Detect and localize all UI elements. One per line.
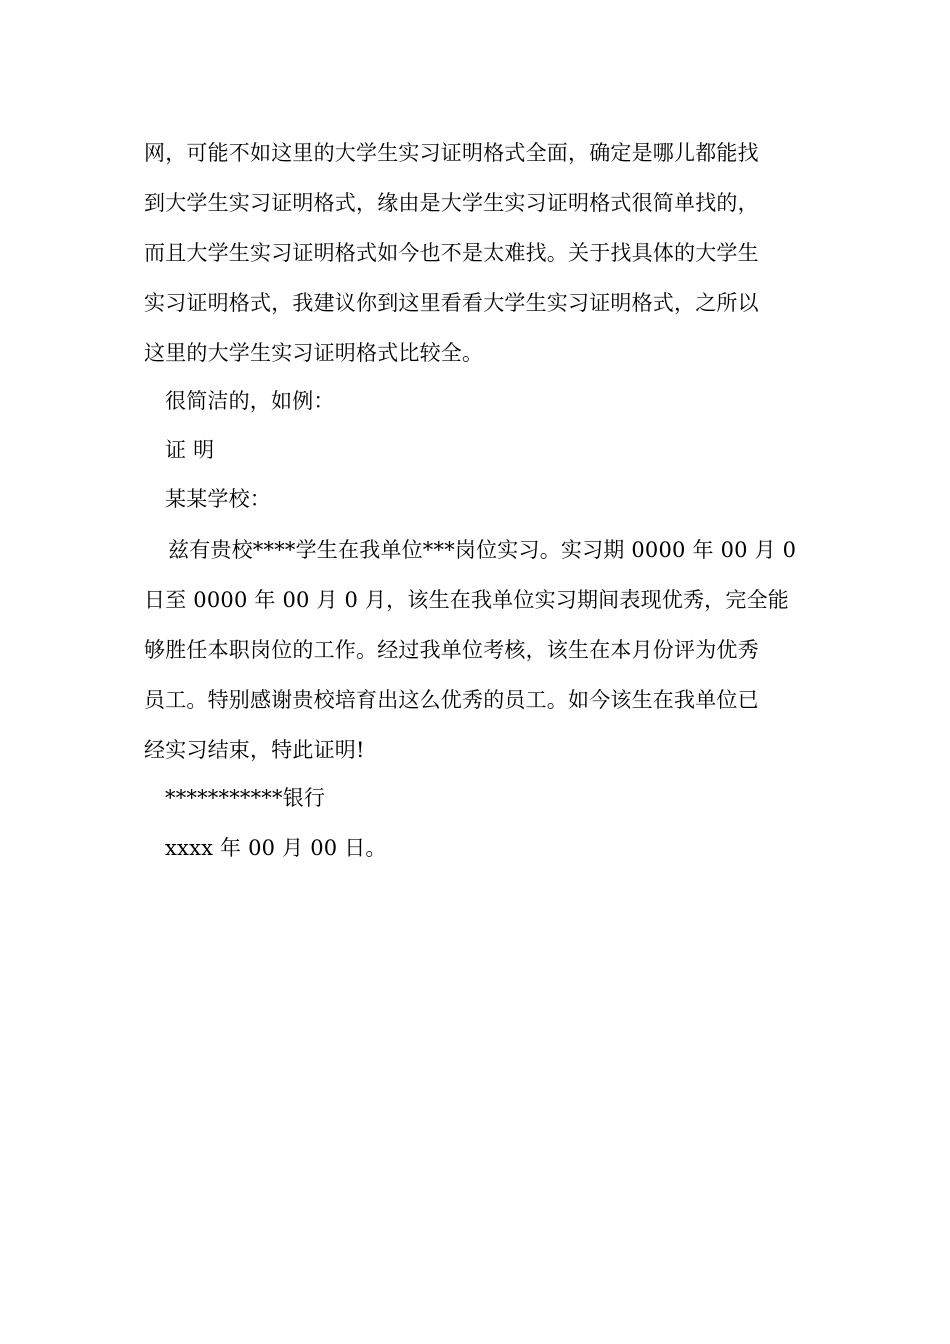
signature: ***********银行 (165, 786, 326, 810)
certificate-heading: 证 明 (165, 438, 215, 462)
intro-line-5: 这里的大学生实习证明格式比较全。 (144, 341, 484, 365)
body-line-4: 员工。特别感谢贵校培育出这么优秀的员工。如今该生在我单位已 (144, 688, 759, 712)
body-line-2: 日至 0000 年 00 月 0 月，该生在我单位实习期间表现优秀，完全能 (144, 588, 789, 612)
salutation: 某某学校： (165, 487, 271, 511)
intro-line-1: 网，可能不如这里的大学生实习证明格式全面，确定是哪儿都能找 (144, 141, 759, 165)
example-intro: 很简洁的，如例： (165, 389, 335, 413)
intro-line-4: 实习证明格式，我建议你到这里看看大学生实习证明格式，之所以 (144, 291, 759, 315)
intro-line-3: 而且大学生实习证明格式如今也不是太难找。关于找具体的大学生 (144, 241, 759, 265)
intro-line-2: 到大学生实习证明格式，缘由是大学生实习证明格式很简单找的， (144, 191, 759, 215)
body-line-3: 够胜任本职岗位的工作。经过我单位考核，该生在本月份评为优秀 (144, 638, 759, 662)
date-line: xxxx 年 00 月 00 日。 (165, 836, 387, 860)
body-line-5: 经实习结束，特此证明! (144, 738, 365, 762)
body-line-1: 兹有贵校****学生在我单位***岗位实习。实习期 0000 年 00 月 0 (168, 538, 797, 562)
